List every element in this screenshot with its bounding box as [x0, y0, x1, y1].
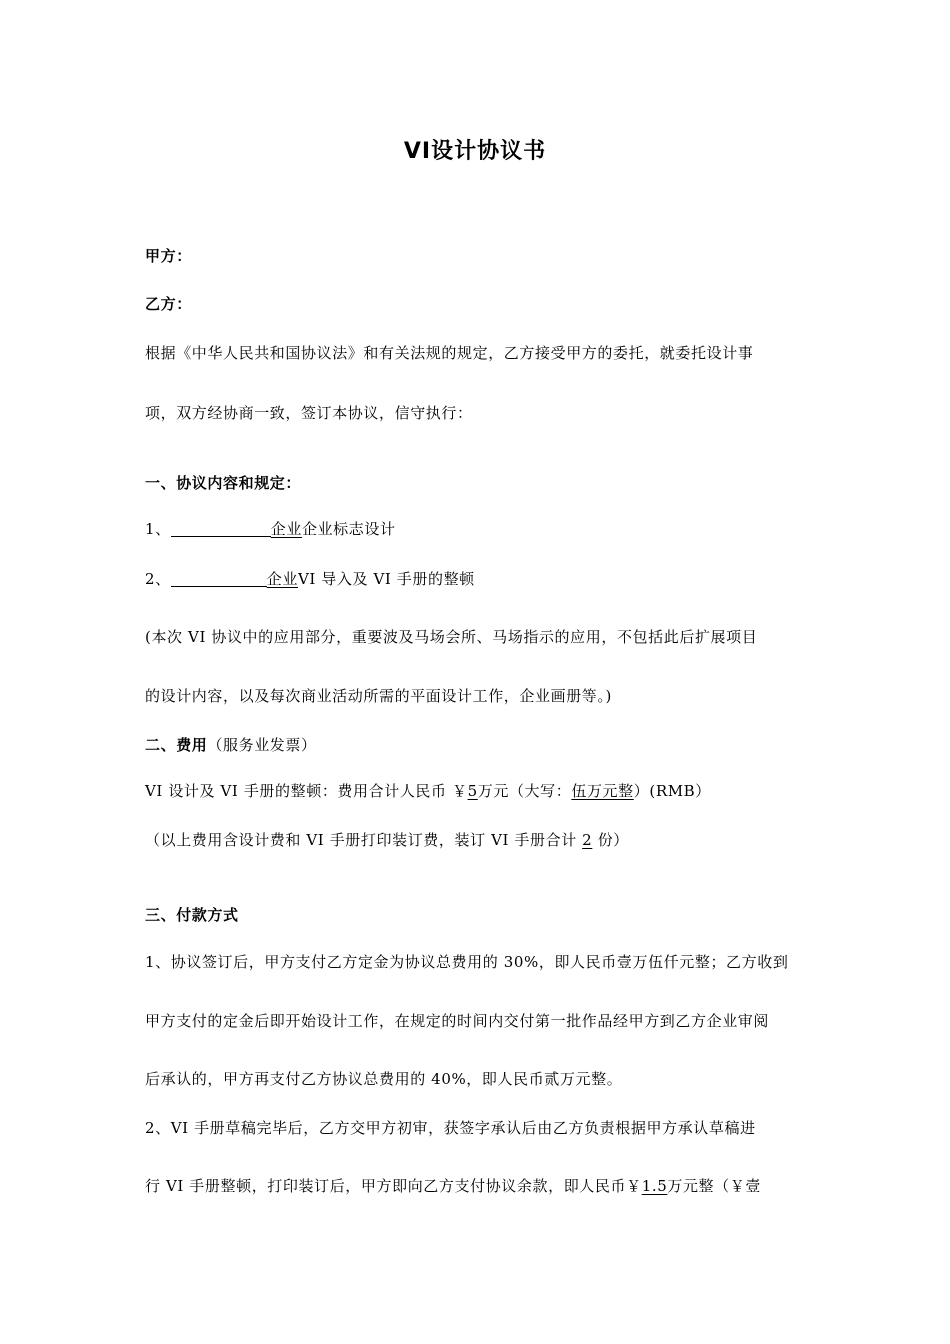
fee-capital: 伍万元整: [571, 782, 634, 800]
payment-1-line-1: 1、协议签订后，甲方支付乙方定金为协议总费用的 30%，即人民币壹万伍仟元整；乙方收到: [145, 953, 789, 971]
fee-prefix: VI 设计及 VI 手册的整顿：费用合计人民币 ￥: [145, 782, 468, 800]
section-1-note-line-1: (本次 VI 协议中的应用部分，重要波及马场会所、马场指示的应用，不包括此后扩展项目: [145, 628, 758, 646]
section-2-heading-row: [145, 734, 810, 755]
item-2-company: 企业: [266, 570, 298, 588]
intro-line-1: 根据《中华人民共和国协议法》和有关法规的规定，乙方接受甲方的委托，就委托设计事: [145, 344, 754, 362]
section-1-item-2: [145, 568, 810, 589]
payment-2-amount: 1.5: [641, 1177, 668, 1195]
payment-2-prefix: 行 VI 手册整顿，打印装订后，甲方即向乙方支付协议余款，即人民币￥: [145, 1177, 642, 1195]
fee-line: [145, 780, 810, 801]
payment-2-line-2: [145, 1175, 810, 1196]
payment-1-line-2: 甲方支付的定金后即开始设计工作，在规定的时间内交付第一批作品经甲方到乙方企业审阅: [145, 1012, 770, 1030]
item-1-number: 1、: [145, 520, 171, 538]
party-a-label: 甲方：: [145, 247, 192, 265]
fee-amount: 5: [467, 782, 478, 800]
payment-2-suffix: 万元整（￥壹: [667, 1177, 761, 1195]
fee-note-copies: 2: [582, 831, 593, 849]
item-2-number: 2、: [145, 570, 171, 588]
section-1-item-1: [145, 518, 810, 539]
fee-note-prefix: （以上费用含设计费和 VI 手册打印装订费，装订 VI 手册合计: [145, 831, 583, 849]
fee-mid: 万元（大写：: [477, 782, 572, 800]
fee-note-line: [145, 829, 810, 850]
fee-note-suffix: 份）: [592, 831, 629, 849]
payment-2-line-1: 2、VI 手册草稿完毕后，乙方交甲方初审，获签字承认后由乙方负责根据甲方承认草稿进: [145, 1119, 756, 1137]
fee-suffix: ）(RMB）: [633, 782, 711, 800]
payment-1-line-3: 后承认的，甲方再支付乙方协议总费用的 40%，即人民币贰万元整。: [145, 1070, 623, 1088]
section-2-heading: 二、费用: [145, 736, 208, 754]
section-3-heading: 三、付款方式: [145, 906, 239, 924]
party-b-label: 乙方：: [145, 295, 192, 313]
item-2-blank: [171, 572, 267, 587]
section-2-heading-note: （服务业发票）: [207, 736, 317, 754]
item-1-company: 企业: [270, 520, 302, 538]
document-title: VI设计协议书: [403, 139, 547, 164]
item-1-blank: [171, 522, 271, 537]
item-1-text: 企业标志设计: [301, 520, 396, 538]
section-1-note-line-2: 的设计内容，以及每次商业活动所需的平面设计工作，企业画册等。): [145, 687, 612, 705]
item-2-text: VI 导入及 VI 手册的整顿: [297, 570, 475, 588]
intro-line-2: 项，双方经协商一致，签订本协议，信守执行：: [145, 404, 473, 422]
section-1-heading: 一、协议内容和规定：: [145, 474, 302, 492]
